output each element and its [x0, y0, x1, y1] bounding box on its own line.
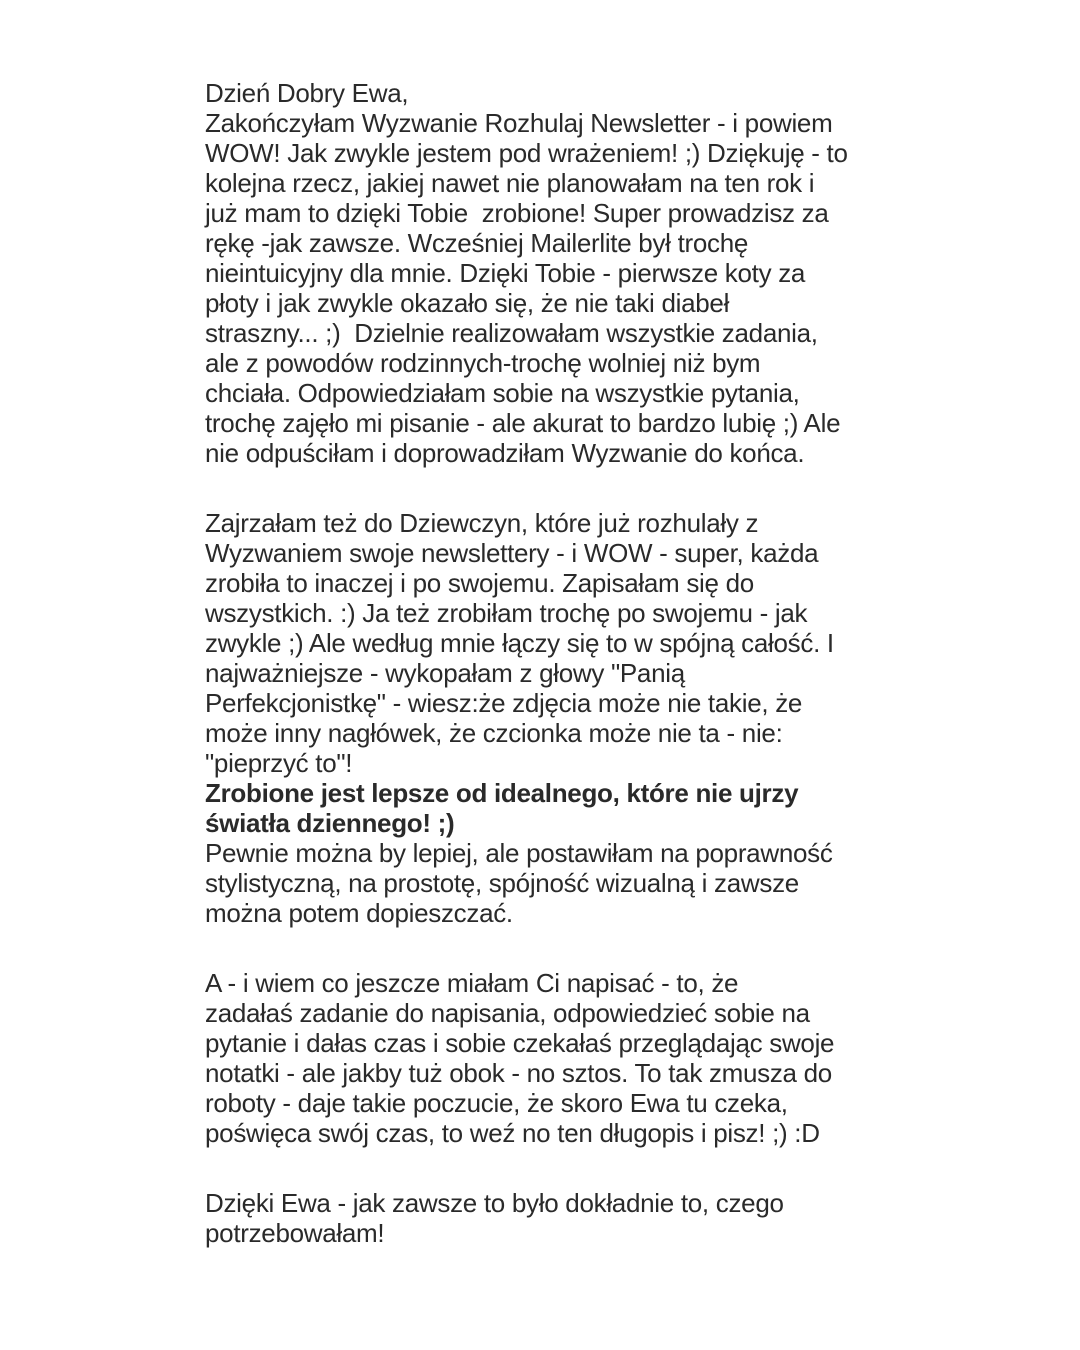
text-line: Zajrzałam też do Dziewczyn, które już rozhulały z — [205, 508, 759, 538]
paragraph — [205, 838, 905, 928]
text-line: trochę zajęło mi pisanie - ale akurat to bardzo lubię ;) Ale — [205, 408, 841, 438]
text-line: potrzebowałam! — [205, 1218, 385, 1248]
text-line: Perfekcjonistkę" - wiesz:że zdjęcia może nie takie, że — [205, 688, 803, 718]
message-body — [205, 78, 905, 1248]
text-line: można potem dopieszczać. — [205, 898, 513, 928]
text-line: pytanie i dałas czas i sobie czekałaś przeglądając swoje — [205, 1028, 835, 1058]
text-line: nie odpuściłam i doprowadziłam Wyzwanie do końca. — [205, 438, 805, 468]
text-line: roboty - daje takie poczucie, że skoro Ewa tu czeka, — [205, 1088, 788, 1118]
text-line: płoty i jak zwykle okazało się, że nie taki diabeł — [205, 288, 730, 318]
text-line: stylistyczną, na prostotę, spójność wizualną i zawsze — [205, 868, 799, 898]
text-line: najważniejsze - wykopałam z głowy "Panią — [205, 658, 685, 688]
text-line: Zakończyłam Wyzwanie Rozhulaj Newsletter - i powiem — [205, 108, 833, 138]
text-line: zadałaś zadanie do napisania, odpowiedzieć sobie na — [205, 998, 810, 1028]
text-line: WOW! Jak zwykle jestem pod wrażeniem! ;) Dziękuję - to — [205, 138, 848, 168]
text-line: zrobiła to inaczej i po swojemu. Zapisałam się do — [205, 568, 754, 598]
text-line: straszny... ;) Dzielnie realizowałam wszystkie zadania, — [205, 318, 818, 348]
text-line: Wyzwaniem swoje newslettery - i WOW - super, każda — [205, 538, 819, 568]
text-line: rękę -jak zawsze. Wcześniej Mailerlite był trochę — [205, 228, 749, 258]
text-line: już mam to dzięki Tobie zrobione! Super prowadzisz za — [205, 198, 829, 228]
text-line: "pieprzyć to"! — [205, 748, 353, 778]
paragraph — [205, 968, 905, 1148]
text-line: nieintuicyjny dla mnie. Dzięki Tobie - pierwsze koty za — [205, 258, 806, 288]
text-line: chciała. Odpowiedziałam sobie na wszystkie pytania, — [205, 378, 800, 408]
paragraph — [205, 78, 905, 468]
paragraph — [205, 1188, 905, 1248]
text-line: może inny nagłówek, że czcionka może nie ta - nie: — [205, 718, 783, 748]
text-line: ale z powodów rodzinnych-trochę wolniej niż bym — [205, 348, 761, 378]
text-line: kolejna rzecz, jakiej nawet nie planowałam na ten rok i — [205, 168, 815, 198]
text-line: A - i wiem co jeszcze miałam Ci napisać - to, że — [205, 968, 739, 998]
text-line: Pewnie można by lepiej, ale postawiłam na poprawność — [205, 838, 833, 868]
paragraph-gap — [205, 928, 905, 968]
paragraph-gap — [205, 1148, 905, 1188]
text-line: zwykle ;) Ale według mnie łączy się to w spójną całość. I — [205, 628, 834, 658]
text-line: Dzięki Ewa - jak zawsze to było dokładnie to, czego — [205, 1188, 784, 1218]
paragraph-gap — [205, 468, 905, 508]
text-line: notatki - ale jakby tuż obok - no sztos. To tak zmusza do — [205, 1058, 832, 1088]
text-line: Dzień Dobry Ewa, — [205, 78, 409, 108]
text-line: światła dziennego! ;) — [205, 808, 455, 838]
text-line: poświęca swój czas, to weź no ten długopis i pisz! ;) :D — [205, 1118, 820, 1148]
emphasis-paragraph — [205, 778, 905, 838]
text-line: wszystkich. :) Ja też zrobiłam trochę po swojemu - jak — [205, 598, 808, 628]
text-line: Zrobione jest lepsze od idealnego, które nie ujrzy — [205, 778, 799, 808]
paragraph — [205, 508, 905, 778]
